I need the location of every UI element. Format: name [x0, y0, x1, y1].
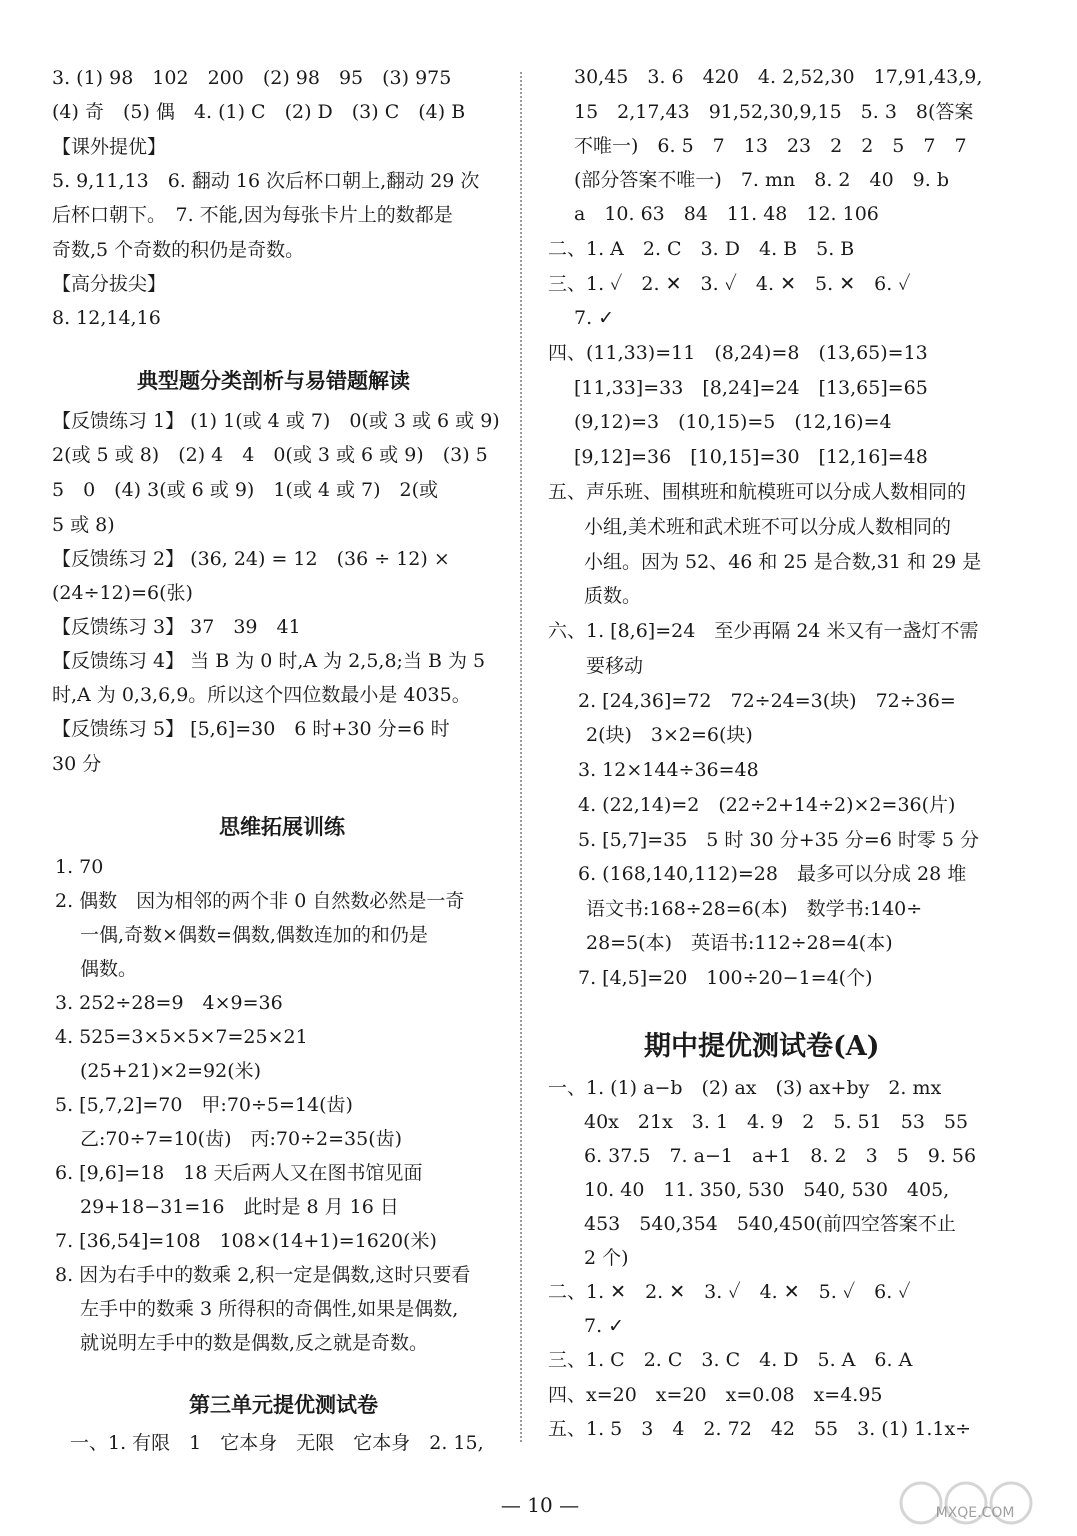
- answer-line: 8. 12,14,16: [52, 307, 161, 329]
- answer-line: 时,A 为 0,3,6,9。所以这个四位数最小是 4035。: [52, 684, 471, 706]
- answer-line: 要移动: [586, 655, 644, 677]
- answer-line: 5. [5,7,2]=70 甲:70÷5=14(齿): [55, 1094, 353, 1116]
- answer-line: 后杯口朝下。 7. 不能,因为每张卡片上的数都是: [52, 204, 453, 226]
- section-title: 思维拓展训练: [219, 814, 345, 839]
- answer-line: 二、1. A 2. C 3. D 4. B 5. B: [548, 238, 855, 260]
- answer-line: [9,12]=36 [10,15]=30 [12,16]=48: [574, 446, 928, 468]
- answer-line: 453 540,354 540,450(前四空答案不止: [584, 1213, 956, 1235]
- answer-line: 3. 252÷28=9 4×9=36: [55, 992, 283, 1014]
- section-title: 第三单元提优测试卷: [189, 1392, 378, 1417]
- answer-line: 5. [5,7]=35 5 时 30 分+35 分=6 时零 5 分: [578, 829, 980, 851]
- answer-line: 【高分拔尖】: [52, 273, 167, 295]
- answer-line: a 10. 63 84 11. 48 12. 106: [574, 203, 879, 225]
- answer-line: 7. ✓: [584, 1315, 625, 1337]
- answer-line: (25+21)×2=92(米): [80, 1060, 262, 1082]
- answer-line: 7. [4,5]=20 100÷20−1=4(个): [578, 967, 873, 989]
- answer-line: 4. (22,14)=2 (22÷2+14÷2)×2=36(片): [578, 794, 956, 816]
- answer-line: 2(块) 3×2=6(块): [586, 724, 753, 746]
- answer-line: 5 或 8): [52, 514, 115, 536]
- answer-line: (24÷12)=6(张): [52, 582, 193, 604]
- answer-line: 2 个): [584, 1247, 629, 1269]
- answer-line: 8. 因为右手中的数乘 2,积一定是偶数,这时只要看: [55, 1264, 471, 1286]
- answer-line: 就说明左手中的数是偶数,反之就是奇数。: [80, 1332, 429, 1354]
- answer-line: 四、(11,33)=11 (8,24)=8 (13,65)=13: [548, 342, 928, 364]
- answer-line: 30,45 3. 6 420 4. 2,52,30 17,91,43,9,: [574, 66, 983, 88]
- answer-line: 五、1. 5 3 4 2. 72 42 55 3. (1) 1.1x÷: [548, 1418, 972, 1440]
- answer-line: 2. [24,36]=72 72÷24=3(块) 72÷36=: [578, 690, 956, 712]
- answer-line: 2. 偶数 因为相邻的两个非 0 自然数必然是一奇: [55, 890, 465, 912]
- answer-line: 不唯一) 6. 5 7 13 23 2 2 5 7 7: [574, 135, 967, 157]
- answer-line: 15 2,17,43 91,52,30,9,15 5. 3 8(答案: [574, 101, 974, 123]
- answer-line: (4) 奇 (5) 偶 4. (1) C (2) D (3) C (4) B: [52, 101, 466, 123]
- answer-line: 一、1. 有限 1 它本身 无限 它本身 2. 15,: [70, 1432, 484, 1454]
- answer-line: 质数。: [584, 585, 642, 607]
- answer-line: 【反馈练习 3】 37 39 41: [52, 616, 301, 638]
- answer-line: 六、1. [8,6]=24 至少再隔 24 米又有一盏灯不需: [548, 620, 979, 642]
- column-divider: [520, 72, 522, 1442]
- answer-line: [11,33]=33 [8,24]=24 [13,65]=65: [574, 377, 928, 399]
- answer-line: 四、x=20 x=20 x=0.08 x=4.95: [548, 1384, 883, 1406]
- answer-line: 2(或 5 或 8) (2) 4 4 0(或 3 或 6 或 9) (3) 5: [52, 444, 488, 466]
- answer-line: (部分答案不唯一) 7. mn 8. 2 40 9. b: [574, 169, 950, 191]
- watermark-text: MXQE.COM: [935, 1505, 1015, 1521]
- answer-line: 三、1. ✓ 2. ✕ 3. ✓ 4. ✕ 5. ✕ 6. ✓: [548, 273, 911, 295]
- answer-line: 6. (168,140,112)=28 最多可以分成 28 堆: [578, 863, 967, 885]
- answer-line: 5. 9,11,13 6. 翻动 16 次后杯口朝上,翻动 29 次: [52, 170, 480, 192]
- answer-line: 奇数,5 个奇数的积仍是奇数。: [52, 239, 305, 261]
- section-title: 期中提优测试卷(A): [644, 1031, 880, 1062]
- answer-line: 小组,美术班和武术班不可以分成人数相同的: [584, 516, 952, 538]
- answer-line: 40x 21x 3. 1 4. 9 2 5. 51 53 55: [584, 1111, 969, 1133]
- answer-line: 6. [9,6]=18 18 天后两人又在图书馆见面: [55, 1162, 423, 1184]
- answer-line: 语文书:168÷28=6(本) 数学书:140÷: [586, 898, 923, 920]
- answer-line: 【反馈练习 4】 当 B 为 0 时,A 为 2,5,8;当 B 为 5: [52, 650, 486, 672]
- answer-line: 【课外提优】: [52, 136, 167, 158]
- answer-line: 6. 37.5 7. a−1 a+1 8. 2 3 5 9. 56: [584, 1145, 977, 1167]
- answer-line: 【反馈练习 2】 (36, 24) = 12 (36 ÷ 12) ×: [52, 548, 450, 570]
- answer-line: 小组。因为 52、46 和 25 是合数,31 和 29 是: [584, 551, 982, 573]
- answer-line: 28=5(本) 英语书:112÷28=4(本): [586, 932, 893, 954]
- answer-line: 三、1. C 2. C 3. C 4. D 5. A 6. A: [548, 1349, 913, 1371]
- answer-line: 7. ✓: [574, 307, 615, 329]
- answer-line: 7. [36,54]=108 108×(14+1)=1620(米): [55, 1230, 437, 1252]
- section-title: 典型题分类剖析与易错题解读: [137, 368, 410, 393]
- page-number: — 10 —: [500, 1493, 580, 1517]
- answer-line: 【反馈练习 1】 (1) 1(或 4 或 7) 0(或 3 或 6 或 9): [52, 410, 500, 432]
- answer-line: 3. 12×144÷36=48: [578, 759, 759, 781]
- answer-line: 5 0 (4) 3(或 6 或 9) 1(或 4 或 7) 2(或: [52, 479, 439, 501]
- answer-line: 4. 525=3×5×5×7=25×21: [55, 1026, 308, 1048]
- answer-line: 一、1. (1) a−b (2) ax (3) ax+by 2. mx: [548, 1077, 942, 1099]
- answer-line: 偶数。: [80, 958, 138, 980]
- answer-line: 3. (1) 98 102 200 (2) 98 95 (3) 975: [52, 67, 452, 89]
- answer-line: (9,12)=3 (10,15)=5 (12,16)=4: [574, 411, 892, 433]
- answer-line: 五、声乐班、围棋班和航模班可以分成人数相同的: [548, 481, 967, 503]
- answer-line: 二、1. ✕ 2. ✕ 3. ✓ 4. ✕ 5. ✓ 6. ✓: [548, 1281, 911, 1303]
- answer-line: 【反馈练习 5】 [5,6]=30 6 时+30 分=6 时: [52, 718, 450, 740]
- answer-line: 29+18−31=16 此时是 8 月 16 日: [80, 1196, 399, 1218]
- answer-line: 左手中的数乘 3 所得积的奇偶性,如果是偶数,: [80, 1298, 459, 1320]
- answer-line: 1. 70: [55, 856, 104, 878]
- answer-line: 一偶,奇数×偶数=偶数,偶数连加的和仍是: [80, 924, 428, 946]
- answer-line: 30 分: [52, 753, 102, 775]
- answer-line: 10. 40 11. 350, 530 540, 530 405,: [584, 1179, 950, 1201]
- answer-line: 乙:70÷7=10(齿) 丙:70÷2=35(齿): [80, 1128, 403, 1150]
